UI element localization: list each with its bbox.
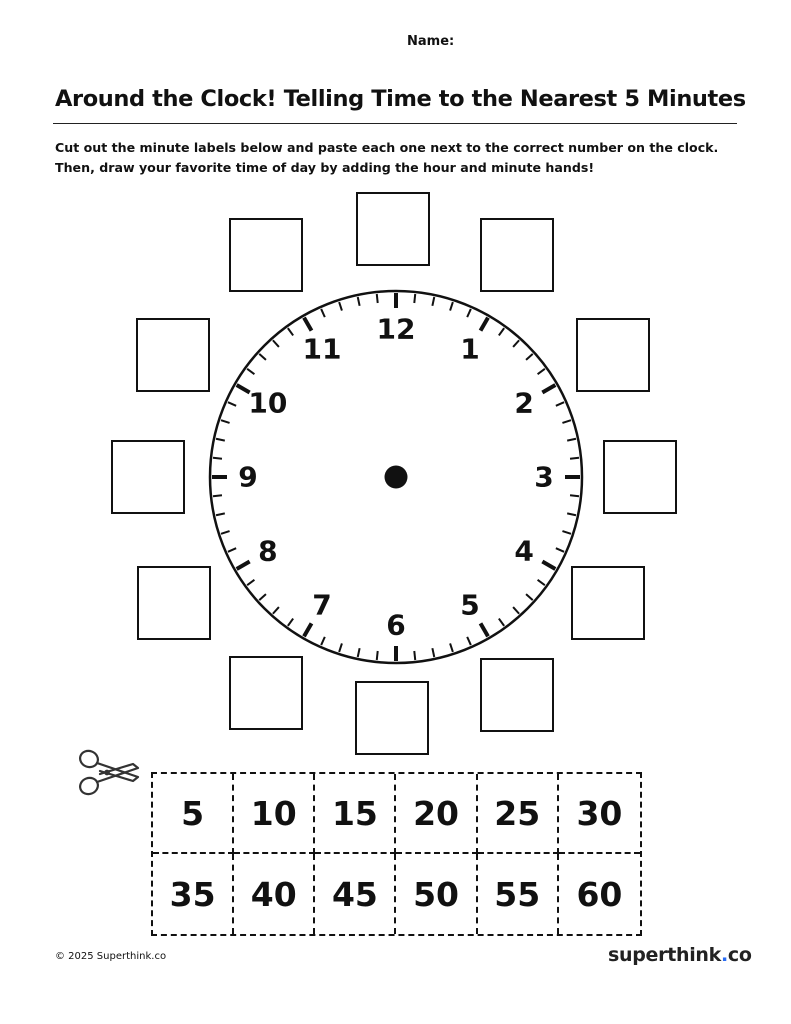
minute-tick [414,651,415,660]
minute-tick [377,294,378,303]
copyright-text: © 2025 Superthink.co [55,951,167,962]
cutout-label-60: 60 [576,874,623,914]
brand-name: superthink [608,944,721,966]
minute-tick [414,294,415,303]
clock-number-12: 12 [376,312,416,346]
cutout-label-15: 15 [315,774,396,854]
cutout-label-10: 10 [234,774,315,854]
minute-tick [570,458,579,459]
cutout-label-55: 55 [478,854,559,934]
clock-number-9: 9 [238,460,258,494]
clock-number-6: 6 [386,608,406,642]
clock-number-3: 3 [534,460,554,494]
brand-dot: . [720,944,728,966]
minute-tick [570,495,579,496]
instruction-line-2: Then, draw your favorite time of day by adding the hour and minute hands! [55,160,595,175]
instruction-line-1: Cut out the minute labels below and paste each one next to the correct number on the clock. [55,140,719,155]
cutout-label-45: 45 [315,854,396,934]
cutout-label-5: 5 [153,774,234,854]
cutout-label-35: 35 [153,854,234,934]
clock-number-10: 10 [248,386,288,420]
cutout-label-20: 20 [396,774,477,854]
cutout-label-50: 50 [396,854,477,934]
scissors-icon [76,746,142,800]
cutout-label-30: 30 [559,774,640,854]
brand-logo [608,944,752,966]
minute-tick [377,651,378,660]
clock-number-7: 7 [312,588,332,622]
cutout-grid [151,772,642,936]
clock-number-2: 2 [514,386,534,420]
clock-number-1: 1 [460,332,480,366]
clock-center-dot [385,466,408,489]
page-title: Around the Clock! Telling Time to the Nearest 5 Minutes [55,86,746,112]
minute-tick [213,495,222,496]
clock-number-8: 8 [258,534,278,568]
name-field-label: Name: [407,34,455,49]
brand-tld: co [727,944,752,966]
cutout-label-25: 25 [478,774,559,854]
minute-tick [213,458,222,459]
clock-number-5: 5 [460,588,480,622]
cutout-label-40: 40 [234,854,315,934]
clock-number-11: 11 [302,332,342,366]
clock-number-4: 4 [514,534,534,568]
